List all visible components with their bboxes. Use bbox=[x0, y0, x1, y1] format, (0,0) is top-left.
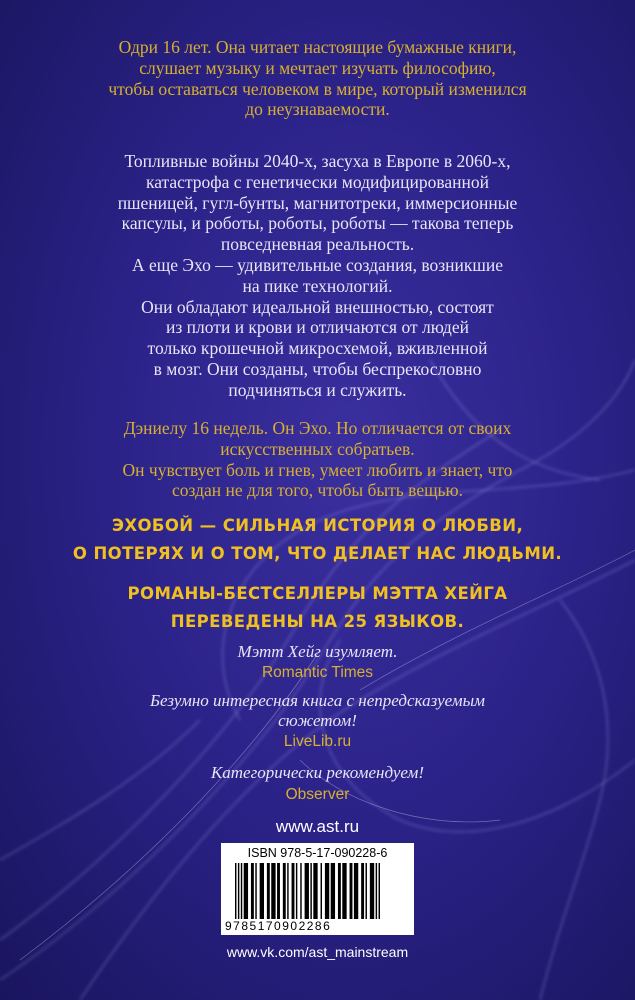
barcode-bar bbox=[305, 863, 309, 919]
barcode-bar bbox=[235, 863, 236, 919]
barcode-bar bbox=[321, 863, 322, 919]
review-quote: Мэтт Хейг изумляет. bbox=[237, 642, 398, 661]
barcode-bar bbox=[292, 863, 295, 919]
barcode-bar bbox=[241, 863, 242, 919]
blurb-daniel: Дэниелу 16 недель. Он Эхо. Но отличается от своих искусственных собратьев. Он чувствует боль и гнев, умеет любить и знает, что создан не для того, чтобы быть вещью. bbox=[122, 418, 513, 501]
barcode-digits: 9785170902286 bbox=[225, 919, 332, 933]
barcode-bar bbox=[296, 863, 297, 919]
review-source: Romantic Times bbox=[261, 664, 374, 681]
barcode-bar bbox=[310, 863, 311, 919]
review-quote: Безумно интересная книга с непредсказуемым сюжетом! bbox=[150, 691, 485, 730]
barcode-bar bbox=[370, 863, 374, 919]
barcode-bar bbox=[354, 863, 358, 919]
barcode-bar bbox=[342, 863, 346, 919]
tagline-story: ЭХОБОЙ — СИЛЬНАЯ ИСТОРИЯ О ЛЮБВИ, О ПОТЕРЯХ И О ТОМ, ЧТО ДЕЛАЕТ НАС ЛЮДЬМИ. bbox=[72, 516, 563, 563]
isbn-barcode bbox=[221, 843, 414, 935]
barcode-bar bbox=[300, 863, 301, 919]
barcode-bar bbox=[283, 863, 286, 919]
barcode-bar bbox=[244, 863, 248, 919]
barcode-bars bbox=[235, 863, 400, 919]
barcode-bar bbox=[338, 863, 341, 919]
barcode-bar bbox=[366, 863, 367, 919]
barcode-bar bbox=[379, 863, 380, 919]
barcode-bar bbox=[238, 863, 239, 919]
publisher-website[interactable]: www.ast.ru bbox=[275, 817, 360, 836]
barcode-bar bbox=[350, 863, 353, 919]
barcode-bar bbox=[287, 863, 288, 919]
publisher-social-link[interactable]: www.vk.com/ast_mainstream bbox=[226, 944, 409, 960]
tagline-bestsellers: РОМАНЫ-БЕСТСЕЛЛЕРЫ МЭТТА ХЕЙГА ПЕРЕВЕДЕНЫ НА 25 ЯЗЫКОВ. bbox=[127, 584, 508, 631]
blurb-intro: Одри 16 лет. Она читает настоящие бумажные книги, слушает музыку и мечтает изучать философию, чтобы оставаться человеком в мире, который изменился до неузнаваемости. bbox=[108, 37, 527, 120]
barcode-bar bbox=[267, 863, 270, 919]
barcode-bar bbox=[271, 863, 275, 919]
review-source: LiveLib.ru bbox=[283, 733, 352, 750]
review-quote: Категорически рекомендуем! bbox=[210, 763, 424, 782]
blurb-world: Топливные войны 2040-х, засуха в Европе в 2060-х, катастрофа с генетически модифицированной пшеницей, гугл-бунты, магнитотреки, иммерсионные капсулы, и роботы, роботы, роботы — такова теперь повседневная реальность. А еще Эхо — удивительные создания, возникшие на пике технологий. Они обладают идеальной внешностью, состоят из плоти и крови и отличаются от людей только крошечной микросхемой, вживленной в мозг. Они созданы, чтобы беспрекословно подчиняться и служить. bbox=[117, 151, 518, 400]
barcode-bar bbox=[251, 863, 254, 919]
barcode-bar bbox=[376, 863, 377, 919]
barcode-bar bbox=[331, 863, 335, 919]
barcode-bar bbox=[277, 863, 280, 919]
barcode-bar bbox=[260, 863, 264, 919]
isbn-label: ISBN 978-5-17-090228-6 bbox=[247, 846, 388, 860]
barcode-bar bbox=[361, 863, 364, 919]
review-source: Observer bbox=[285, 786, 350, 803]
barcode-bar bbox=[325, 863, 329, 919]
barcode-bar bbox=[313, 863, 317, 919]
barcode-bar bbox=[255, 863, 256, 919]
